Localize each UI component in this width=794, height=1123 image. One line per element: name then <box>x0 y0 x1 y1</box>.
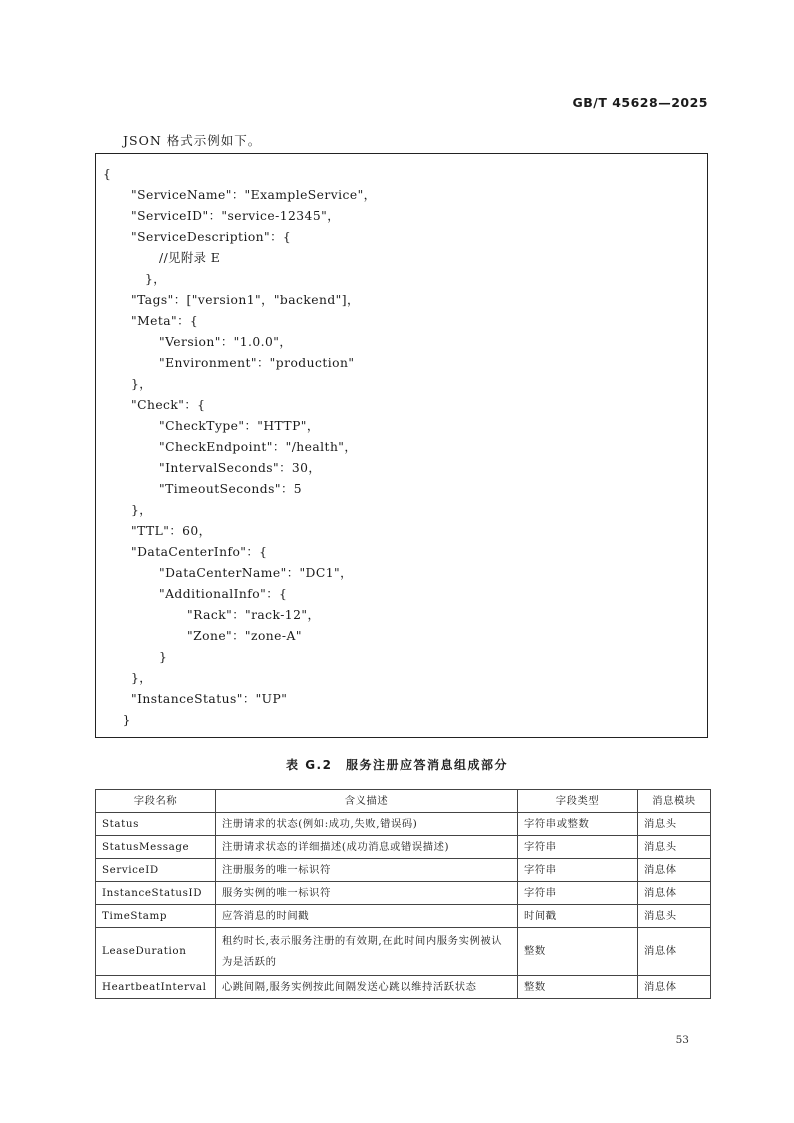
table-row <box>96 836 711 859</box>
page-number: 53 <box>675 1034 689 1046</box>
code-line: //见附录 E <box>159 251 221 265</box>
code-line: }， <box>131 377 153 391</box>
table-header-row <box>96 790 711 813</box>
table-row <box>96 928 711 976</box>
code-line: "Version"："1.0.0"， <box>159 335 293 349</box>
code-line: "TTL"：60， <box>131 524 212 538</box>
cell-field-type: 字符串 <box>518 882 638 905</box>
json-code-block <box>95 153 708 738</box>
cell-field-name: LeaseDuration <box>96 928 216 976</box>
cell-description: 心跳间隔,服务实例按此间隔发送心跳以维持活跃状态 <box>216 976 518 999</box>
cell-message-module: 消息头 <box>638 905 711 928</box>
table-row <box>96 976 711 999</box>
table-row <box>96 882 711 905</box>
cell-field-type: 字符串 <box>518 836 638 859</box>
cell-field-name: Status <box>96 813 216 836</box>
fields-table <box>95 789 711 999</box>
cell-field-type: 整数 <box>518 928 638 976</box>
code-line: "AdditionalInfo"：{ <box>159 587 288 601</box>
cell-description: 服务实例的唯一标识符 <box>216 882 518 905</box>
code-line: "InstanceStatus"："UP" <box>131 692 288 706</box>
cell-description: 注册请求的状态(例如:成功,失败,错误码) <box>216 813 518 836</box>
code-line: "DataCenterInfo"：{ <box>131 545 268 559</box>
cell-field-type: 时间戳 <box>518 905 638 928</box>
cell-message-module: 消息头 <box>638 813 711 836</box>
cell-message-module: 消息体 <box>638 928 711 976</box>
code-line: "ServiceDescription"：{ <box>131 230 292 244</box>
code-line: "Meta"：{ <box>131 314 199 328</box>
cell-field-type: 字符串 <box>518 859 638 882</box>
cell-message-module: 消息体 <box>638 859 711 882</box>
code-line: "CheckType"："HTTP"， <box>159 419 320 433</box>
code-line: "Zone"："zone-A" <box>187 629 302 643</box>
cell-field-name: TimeStamp <box>96 905 216 928</box>
code-line: "IntervalSeconds"：30， <box>159 461 322 475</box>
cell-description: 应答消息的时间戳 <box>216 905 518 928</box>
code-line: "ServiceName"："ExampleService"， <box>131 188 377 202</box>
code-line: "ServiceID"："service-12345"， <box>131 209 340 223</box>
code-line: "Environment"："production" <box>159 356 355 370</box>
table-row <box>96 859 711 882</box>
header-field-name: 字段名称 <box>96 790 216 813</box>
table-caption: 表 G.2 服务注册应答消息组成部分 <box>286 758 508 772</box>
table-row <box>96 905 711 928</box>
code-line: { <box>103 167 112 181</box>
cell-field-type: 字符串或整数 <box>518 813 638 836</box>
code-line: "Rack"："rack-12"， <box>187 608 321 622</box>
cell-field-type: 整数 <box>518 976 638 999</box>
cell-field-name: InstanceStatusID <box>96 882 216 905</box>
standard-number: GB/T 45628—2025 <box>572 95 708 110</box>
cell-description: 注册请求状态的详细描述(成功消息或错误描述) <box>216 836 518 859</box>
code-line: "DataCenterName"："DC1"， <box>159 566 353 580</box>
code-line: } <box>159 650 168 664</box>
code-line: "TimeoutSeconds"：5 <box>159 482 302 496</box>
code-line: } <box>122 713 131 727</box>
code-line: }， <box>131 503 153 517</box>
header-message-module: 消息模块 <box>638 790 711 813</box>
code-line: "Tags"：["version1"，"backend"]， <box>131 293 360 307</box>
code-line: }， <box>131 671 153 685</box>
cell-message-module: 消息头 <box>638 836 711 859</box>
code-line: "Check"：{ <box>131 398 206 412</box>
cell-field-name: ServiceID <box>96 859 216 882</box>
code-line: "CheckEndpoint"："/health"， <box>159 440 358 454</box>
cell-description: 注册服务的唯一标识符 <box>216 859 518 882</box>
cell-field-name: StatusMessage <box>96 836 216 859</box>
intro-text: JSON 格式示例如下。 <box>123 133 262 148</box>
cell-field-name: HeartbeatInterval <box>96 976 216 999</box>
header-field-type: 字段类型 <box>518 790 638 813</box>
header-description: 含义描述 <box>216 790 518 813</box>
table-row <box>96 813 711 836</box>
cell-description: 租约时长,表示服务注册的有效期,在此时间内服务实例被认为是活跃的 <box>216 928 518 976</box>
code-line: }， <box>145 272 167 286</box>
cell-message-module: 消息体 <box>638 976 711 999</box>
cell-message-module: 消息体 <box>638 882 711 905</box>
